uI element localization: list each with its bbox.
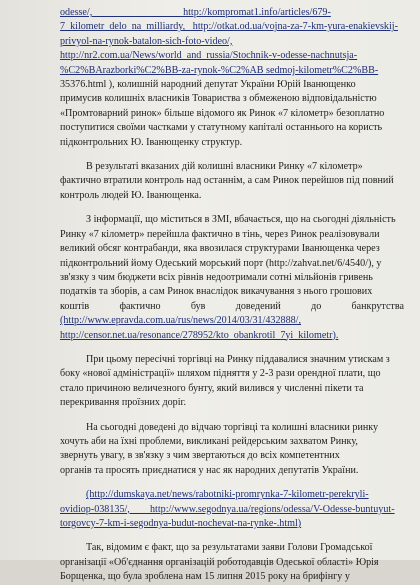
text-line: перекривання проїзних доріг. xyxy=(60,397,187,409)
text-line: органів та просять приєднатися у нас як народних депутатів України. xyxy=(60,464,359,476)
paragraph-media-info xyxy=(60,213,406,343)
source-link-line[interactable]: 7_kilometr_delo_na_milliardy, http://otkat.od.ua/vojna-za-7-km-yura-enakievskij- xyxy=(60,21,398,33)
paragraph-control-loss xyxy=(60,160,406,203)
text-line: стало причиною величезного бунту, який вилився у численні пікети та xyxy=(60,382,364,394)
text-line: боку «нової адміністрації» шляхом підняття у 2-3 рази орендної плати, що xyxy=(60,368,381,380)
text-line: 35376.html ), колишній народний депутат України Юрій Іванющенко xyxy=(60,79,356,91)
text-line: хочуть аби на їхні проблеми, викликані рейдерським захватом Ринку, xyxy=(60,435,358,447)
text-line: зв'язку з чим бюджети всіх рівнів недоотримали сотні мільйонів гривень xyxy=(60,271,373,283)
text-line: податків та зборів, а сам Ринок внаслідок викачування з нього грошових xyxy=(60,286,373,298)
text-line: Так, відомим є факт, що за результатами заяви Голови Громадської xyxy=(86,542,373,554)
text-line: звернуть увагу, в зв'язку з чим звертаються до всіх компетентних xyxy=(60,450,340,462)
text-line: підконтрольних Ю. Іванющенку структур. xyxy=(60,136,243,148)
text-line: примусив колишніх власників Товариства з обмеженою відповідальністю xyxy=(60,93,377,105)
paragraph-appeal xyxy=(60,421,406,479)
source-link-line[interactable]: torgovcy-7-km-i-segodnya-budut-nochevat-na-rynke-.html) xyxy=(60,518,302,529)
source-link-line[interactable]: %C2%BArazborki%C2%BB-za-rynok-%C2%AB sedmoj-kilometr%C2%BB- xyxy=(60,64,379,76)
paragraph-source-links xyxy=(60,488,406,531)
paragraph-traders-pressure xyxy=(60,353,406,411)
text-line: коштів фактично був доведений до банкрутства xyxy=(60,300,404,312)
source-link-line[interactable]: (http://dumskaya.net/news/rabotniki-promrynka-7-kilometr-perekryli- xyxy=(86,489,369,501)
text-line: підконтрольний йому Одеський морський порт (http://zahvat.net/6/4540/), у xyxy=(60,257,382,269)
source-link-line[interactable]: ovidiop-038135/, http://www.segodnya.ua/regions/odessa/V-Odesse-buntuyut- xyxy=(60,503,395,515)
text-line: організації «Об'єднання організацій роботодавців Одеської області» Юрія xyxy=(60,556,379,568)
text-line: На сьогодні доведені до відчаю торгівці та колишні власники ринку xyxy=(86,421,379,433)
paragraph-sources-intro xyxy=(60,6,406,150)
source-link-line[interactable]: http://nr2.com.ua/News/world_and_russia/Stochnik-v-odesse-nachnutsja- xyxy=(60,50,358,62)
text-line: Борщенка, що була зроблена нам 15 липня 2015 року на брифінгу у xyxy=(60,571,350,583)
source-link-line[interactable]: odesse/, http://kompromat1.info/articles/679- xyxy=(60,7,331,18)
text-line: В результаті вказаних дій колишні власники Ринку «7 кілометр» xyxy=(86,161,363,173)
source-link-line[interactable]: privyol-na-rynok-batalon-sich-foto-video/, xyxy=(60,35,233,47)
text-line: Ринку «7 кілометр» перейшла фактично в тінь, через Ринок реалізовували xyxy=(60,228,380,240)
text-line: великий обсяг контрабанди, яка ввозилася структурами Іванющенка через xyxy=(60,243,380,255)
paragraph-borshchenko xyxy=(60,541,406,584)
source-link-line[interactable]: (http://www.epravda.com.ua/rus/news/2014/03/31/432888/, xyxy=(60,315,301,327)
source-link-line[interactable]: http://censor.net.ua/resonance/278952/kto_obankrotil_7yi_kilometr). xyxy=(60,329,339,341)
text-line: контроль людей Ю. Іванющенка. xyxy=(60,189,202,201)
text-line: «Промтоварний ринок» більше відомого як Ринок «7 кілометр» безоплатно xyxy=(60,107,385,119)
text-line: поступитися своїми частками у статутному капіталі останнього на користь xyxy=(60,122,383,134)
text-line: З інформації, що міститься в ЗМІ, вбачається, що на сьогодні діяльність xyxy=(86,214,396,226)
text-line: фактично втратили контроль над останнім, а сам Ринок перейшов під повний xyxy=(60,175,394,187)
text-line: При цьому пересічні торгівці на Ринку піддавалися значним утискам з xyxy=(86,353,390,365)
